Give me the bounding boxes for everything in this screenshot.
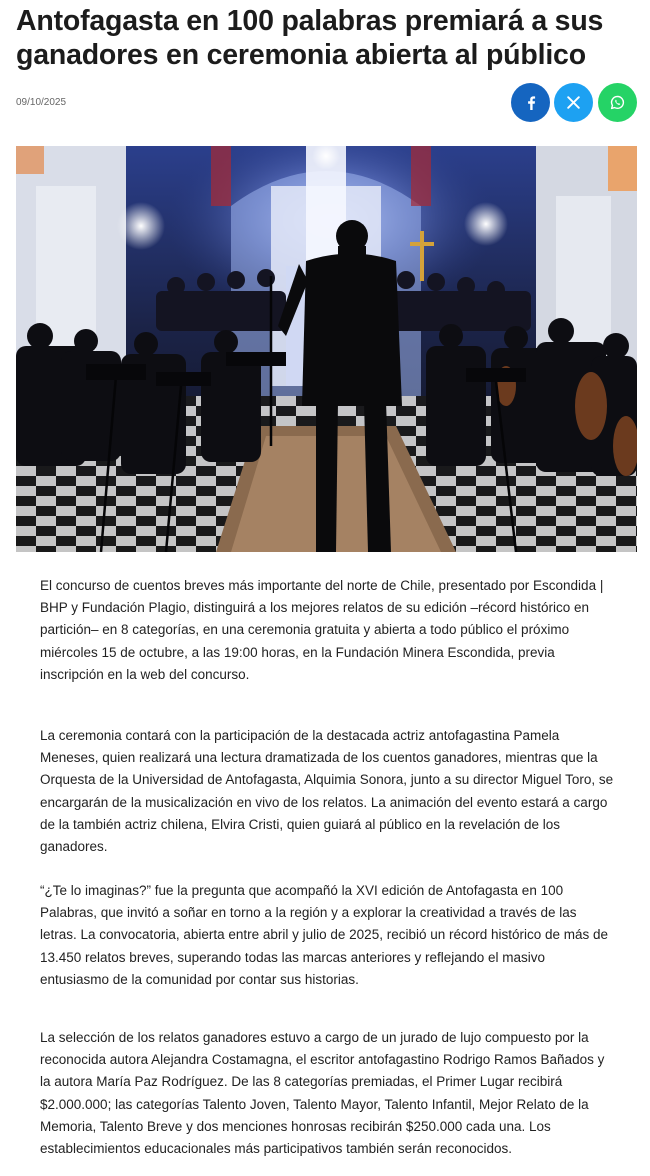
share-whatsapp-button[interactable] — [598, 83, 637, 122]
publish-date: 09/10/2025 — [16, 97, 67, 108]
article-title: Antofagasta en 100 palabras premiará a sus ganadores en ceremonia abierta al público — [16, 5, 604, 71]
article-paragraph: “¿Te lo imaginas?” fue la pregunta que acompañó la XVI edición de Antofagasta en 100 Palabras, que invitó a soñar en torno a la región y a explorar la creatividad a través de las letras. La convocatoria, abierta entre abril y julio de 2025, recibió un récord histórico de más de 13.450 relatos breves, superando todas las marcas anteriores y reflejando el masivo entusiasmo de la comunidad por contar sus historias. — [40, 883, 609, 987]
x-icon — [567, 96, 580, 109]
share-facebook-button[interactable] — [511, 83, 550, 122]
orchestra-photo — [16, 146, 637, 552]
article-paragraph: El concurso de cuentos breves más importante del norte de Chile, presentado por Escondida | BHP y Fundación Plagio, distinguirá a los mejores relatos de su edición –récord histórico en partición– en 8 categorías, en una ceremonia gratuita y abierta a todo público el próximo miércoles 15 de octubre, a las 19:00 horas, en la Fundación Minera Escondida, previa inscripción en la web del concurso. — [40, 578, 604, 682]
article-paragraph: La ceremonia contará con la participación de la destacada actriz antofagastina Pamela Meneses, quien realizará una lectura dramatizada de los cuentos ganadores, mientras que la Orquesta de la Universidad de Antofagasta, Alquimia Sonora, junto a su director Miguel Toro, se encargarán de la musicalización en vivo de los relatos. La animación del evento estará a cargo de la también actriz chilena, Elvira Cristi, quien guiará al público en la revelación de los ganadores. — [40, 728, 614, 855]
article-paragraph: La selección de los relatos ganadores estuvo a cargo de un jurado de lujo compuesto por la reconocida autora Alejandra Costamagna, el escritor antofagastino Rodrigo Ramos Bañados y la autora María Paz Rodríguez. De las 8 categorías premiadas, el Primer Lugar recibirá $2.000.000; las categorías Talento Joven, Talento Mayor, Talento Infantil, Mejor Relato de la Memoria, Talento Breve y dos menciones honrosas recibirán $250.000 cada una. Los establecimientos educacionales más participativos también serán reconocidos. — [40, 1030, 605, 1157]
facebook-icon — [525, 96, 537, 110]
share-x-button[interactable] — [554, 83, 593, 122]
whatsapp-icon — [610, 95, 625, 110]
